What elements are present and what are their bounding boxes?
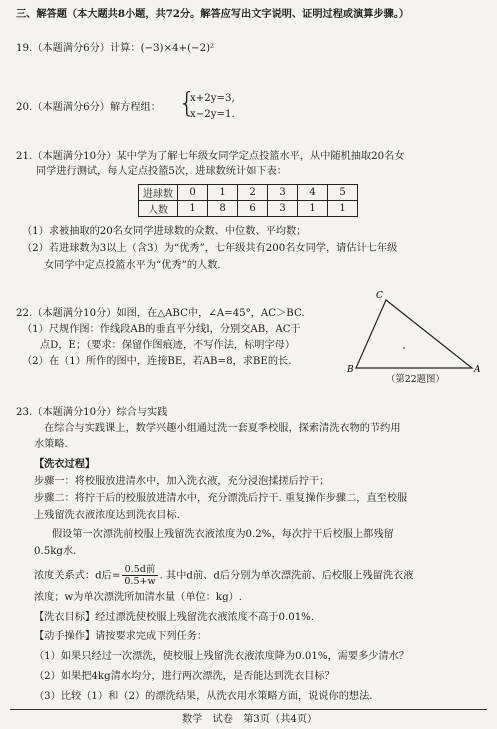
fraction-denominator: 0.5+w <box>124 576 156 587</box>
q20-equation-system <box>178 86 268 123</box>
table-cell: 1 <box>298 201 328 217</box>
q19-expression: (−3)×4+(−2)² <box>140 43 215 54</box>
q21-part-1: （1）求被抽取的20名女同学进球数的众数、中位数、平均数； <box>22 226 307 237</box>
page-footer: 数学 试卷 第3页（共4页） <box>182 714 318 725</box>
triangle-abc-figure <box>346 286 486 386</box>
q20-equation-2: x−2y=1. <box>190 109 235 120</box>
footer-divider <box>10 709 487 710</box>
table-header-cell: 进球数 <box>139 185 178 201</box>
table-cell: 1 <box>178 201 208 217</box>
q21-part-2b: 女同学中定点投篮水平为“优秀”的人数. <box>44 260 221 271</box>
q22-line-1: 22.（本题满分10分）如图，在△ABC中，∠A=45°，AC＞BC. <box>16 308 305 319</box>
q19-lead: 19.（本题满分6分）计算： <box>16 43 141 54</box>
table-header-cell: 人数 <box>139 201 178 217</box>
table-cell: 4 <box>298 185 328 201</box>
q23-task-1: （1）如果只经过一次漂洗，使校服上残留洗衣液浓度降为0.01%，需要多少清水？ <box>34 651 410 662</box>
section-header: 三、解答题（本大题共8小题，共72分。解答应写出文字说明、证明过程或演算步骤。） <box>16 8 410 20</box>
figure-caption: （第22题图） <box>386 374 445 385</box>
q23-step-2b: 上残留洗衣液浓度达到洗衣目标. <box>34 510 180 521</box>
table-cell: 1 <box>208 185 238 201</box>
relation-tail: . 其中d前、d后分别为单次漂洗前、后校服上残留洗衣液 <box>159 570 414 582</box>
q21-line-1: 21.（本题满分10分）某中学为了解七年级女同学定点投篮水平，从中随机抽取20名女 <box>16 151 405 162</box>
q22-line-4: （2）在（1）所作的图中，连接BE，若AB=8，求BE的长. <box>22 356 292 367</box>
relation-lead: 浓度关系式： <box>34 570 96 582</box>
q21-line-2: 同学进行测试，每人定点投篮5次，进球数统计如下表： <box>36 166 287 177</box>
brace-icon: { <box>178 86 196 119</box>
table-cell: 3 <box>268 185 298 201</box>
fraction-numerator: 0.5d前 <box>122 564 157 576</box>
q23-process-title: 【洗衣过程】 <box>34 458 96 470</box>
table-row <box>139 201 358 217</box>
table-cell: 2 <box>238 185 268 201</box>
table-cell: 1 <box>328 201 358 217</box>
table-row <box>139 185 358 201</box>
triangle-abc-shape <box>356 300 472 368</box>
q23-goal: 【洗衣目标】经过漂洗使校服上残留洗衣液浓度不高于0.01%. <box>34 612 315 623</box>
figure-mark <box>403 347 405 349</box>
vertex-b-label: B <box>347 365 354 375</box>
concentration-fraction <box>122 564 157 587</box>
q23-relation-line-2: 浓度；w为单次漂洗所加清水量（单位：kg）. <box>34 592 243 603</box>
q23-step-2a: 步骤二：将拧干后的校服放进清水中，充分漂洗后拧干. 重复操作步骤二，直至校服 <box>34 493 408 504</box>
q21-part-2a: （2）若进球数为3以上（含3）为“优秀”，七年级共有200名女同学，请估计七年级 <box>22 243 398 254</box>
vertex-c-label: C <box>376 291 383 301</box>
table-cell: 3 <box>268 201 298 217</box>
vertex-a-label: A <box>474 365 481 375</box>
table-cell: 5 <box>328 185 358 201</box>
q23-task-title: 【动手操作】请按要求完成下列任务： <box>34 631 208 642</box>
q23-title: 23.（本题满分10分）综合与实践 <box>16 407 168 418</box>
table-cell: 0 <box>178 185 208 201</box>
q20-lead: 20.（本题满分6分）解方程组： <box>16 102 161 113</box>
question-19 <box>16 42 214 55</box>
q22-line-2: （1）尺规作图：作线段AB的垂直平分线l，分别交AB，AC于 <box>22 324 301 335</box>
q23-assumption-2: 0.5kg水. <box>34 546 77 557</box>
q23-step-1: 步骤一：将校服放进清水中，加入洗衣液，充分浸泡揉搓后拧干； <box>34 476 330 487</box>
goals-frequency-table <box>138 184 358 217</box>
q23-task-3: （3）比较（1）和（2）的漂洗结果，从洗衣用水策略方面，说说你的想法. <box>34 691 373 702</box>
q23-relation <box>34 564 413 589</box>
q23-task-2: （2）如果把4kg清水均分，进行两次漂洗，是否能达到洗衣目标？ <box>34 671 335 682</box>
q20-equation-1: x+2y=3, <box>190 93 235 104</box>
q22-line-3: 点D，E；（要求：保留作图痕迹，不写作法，标明字母） <box>40 340 296 351</box>
q23-intro-2: 水策略. <box>34 439 68 450</box>
q23-assumption-1: 假设第一次漂洗前校服上残留洗衣液浓度为0.2%，每次拧干后校服上都残留 <box>52 529 394 540</box>
q23-intro-1: 在综合与实践课上，数学兴趣小组通过洗一套夏季校服，探索清洗衣物的节约用 <box>44 423 401 434</box>
relation-lhs: d后= <box>95 570 121 582</box>
table-cell: 6 <box>238 201 268 217</box>
table-cell: 8 <box>208 201 238 217</box>
